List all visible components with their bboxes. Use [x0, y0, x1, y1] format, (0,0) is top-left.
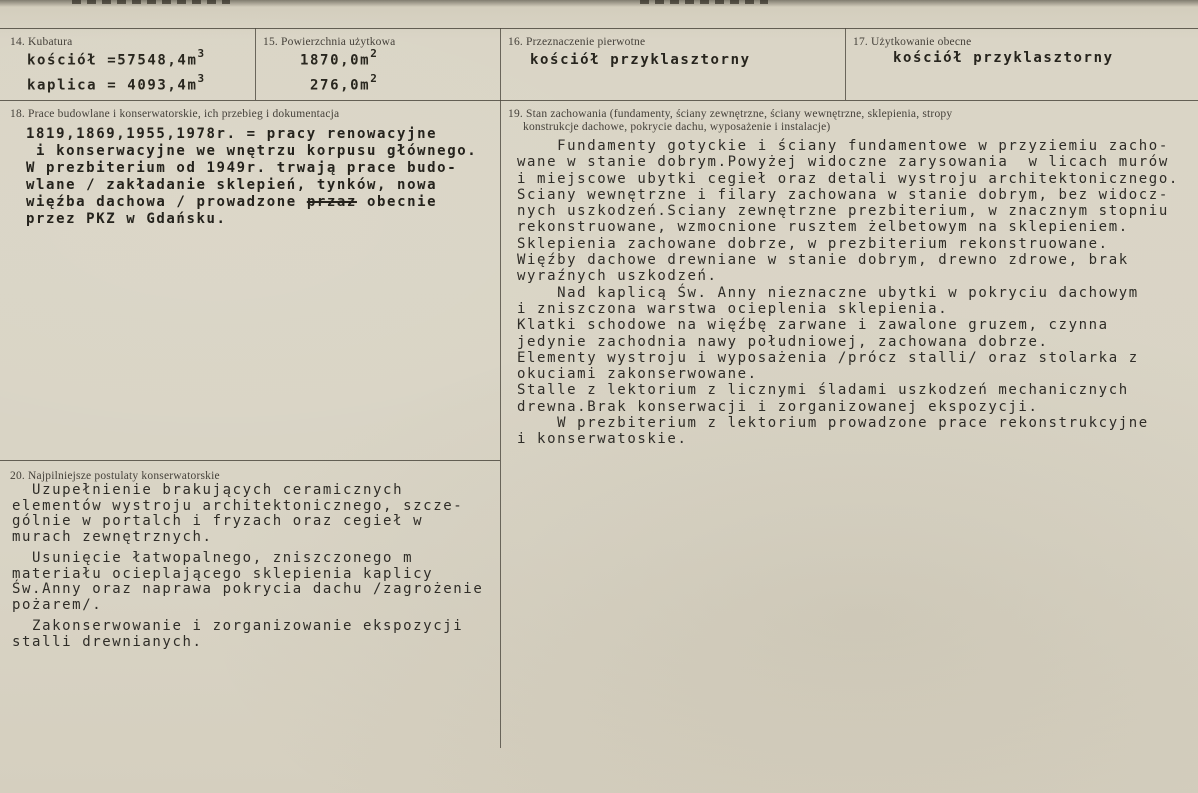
text-line: W prezbiterium od 1949r. trwają prace budo- — [26, 160, 458, 176]
field-19-body — [517, 138, 1179, 448]
divider-horizontal — [0, 460, 500, 461]
text-line: Usunięcie łatwopalnego, zniszczonego m — [12, 550, 414, 566]
scan-artifact — [640, 0, 768, 4]
typewritten-value — [300, 46, 377, 71]
field-14-kubatura — [27, 46, 204, 95]
text-line: i konserwatoskie. — [517, 431, 688, 448]
divider-vertical — [500, 100, 501, 748]
typewritten-value — [27, 46, 204, 71]
field-20-label: 20. Najpilniejsze postulaty konserwatorskie — [10, 470, 220, 482]
divider-horizontal — [0, 28, 1198, 29]
divider-vertical — [845, 28, 846, 100]
field-15-label: 15. Powierzchnia użytkowa — [263, 36, 396, 48]
field-14-label: 14. Kubatura — [10, 36, 73, 48]
text-line: i konserwacyjne we wnętrzu korpusu głównego. — [26, 143, 478, 159]
text-lines — [26, 126, 477, 194]
divider-vertical — [255, 28, 256, 100]
superscript: 2 — [370, 47, 377, 60]
field-17-value: kościół przyklasztorny — [893, 50, 1114, 66]
value-text: 276,0m — [300, 77, 371, 94]
text-line: Zakonserwowanie i zorganizowanie ekspozycji — [12, 618, 464, 634]
typewritten-value — [27, 71, 204, 96]
text-line: wlane / zakładanie sklepień, tynków, nowa — [26, 177, 438, 193]
text-line: drewna.Brak konserwacji i zorganizowanej ekspozycji. — [517, 398, 1039, 415]
paragraph — [12, 551, 483, 613]
text-line: nych uszkodzeń.Sciany zewnętrzne prezbiterium, w znacznym stopniu — [517, 203, 1169, 220]
text-line: Uzupełnienie brakujących ceramicznych — [12, 482, 404, 498]
field-16-value: kościół przyklasztorny — [530, 52, 751, 68]
text-line: jedynie zachodnia nawy południowej, zachowana dobrze. — [517, 333, 1049, 350]
text-line: pożarem/. — [12, 596, 103, 613]
text-line: stalli drewnianych. — [12, 633, 203, 650]
paragraph — [12, 619, 483, 650]
value-text: kaplica = 4093,4m — [27, 77, 198, 94]
text-line: wane w stanie dobrym.Powyżej widoczne zarysowania w licach murów — [517, 154, 1169, 171]
superscript: 3 — [197, 71, 205, 85]
field-18-label: 18. Prace budowlane i konserwatorskie, ich przebieg i dokumentacja — [10, 108, 340, 120]
text-segment: więźba dachowa / prowadzone — [26, 194, 307, 210]
text-line: Sklepienia zachowane dobrze, w prezbiterium rekonstruowane. — [517, 235, 1109, 252]
text-line: okuciami zakonserwowane. — [517, 366, 758, 383]
text-line: Klatki schodowe na więźbę zarwane i zawalone gruzem, czynna — [517, 317, 1109, 334]
text-line: i miejscowe ubytki cegieł oraz detali wystroju architektonicznego. — [517, 170, 1179, 187]
text-line: Sciany wewnętrzne i filary zachowana w stanie dobrym, bez widocz- — [517, 186, 1169, 203]
field-16-label: 16. Przeznaczenie pierwotne — [508, 36, 646, 48]
text-line: Fundamenty gotyckie i ściany fundamentowe w przyziemiu zacho- — [517, 138, 1169, 154]
field-19-label-line2: konstrukcje dachowe, pokrycie dachu, wyposażenie i instalacje) — [523, 121, 831, 133]
text-line: Więźby dachowe drewniane w stanie dobrym, drewno zdrowe, brak — [517, 252, 1129, 269]
text-line — [26, 194, 477, 211]
field-15-powierzchnia — [300, 46, 377, 95]
typewritten-value — [300, 71, 377, 96]
text-line: Stalle z lektorium z licznymi śladami uszkodzeń mechanicznych — [517, 382, 1129, 399]
text-line: Elementy wystroju i wyposażenia /prócz stalli/ oraz stolarka z — [517, 349, 1139, 366]
field-20-body — [12, 483, 483, 650]
scan-artifact — [72, 0, 230, 4]
text-line: rekonstruowane, wzmocnione rusztem żelbetowym na sklepieniem. — [517, 219, 1129, 236]
divider-horizontal — [0, 100, 1198, 101]
superscript: 2 — [370, 71, 377, 85]
field-17-label: 17. Użytkowanie obecne — [853, 36, 972, 48]
value-text: 1870,0m — [300, 52, 371, 69]
superscript: 3 — [197, 47, 205, 60]
text-line: W prezbiterium z lektorium prowadzone prace rekonstrukcyjne — [517, 415, 1149, 432]
text-line: materiału ocieplającego sklepienia kaplicy — [12, 565, 434, 582]
text-line: i zniszczona warstwa ocieplenia sklepienia. — [517, 300, 949, 317]
text-line: przez PKZ w Gdańsku. — [26, 211, 227, 227]
field-19-label-line1: 19. Stan zachowania (fundamenty, ściany zewnętrzne, ściany wewnętrzne, sklepienia, stropy — [508, 108, 953, 120]
field-18-body — [26, 126, 477, 228]
struck-word: przaz — [306, 194, 357, 210]
value-text: kościół =57548,4m — [27, 52, 198, 69]
paragraph — [12, 483, 483, 545]
text-line: Św.Anny oraz naprawa pokrycia dachu /zagrożenie — [12, 581, 484, 597]
text-line: elementów wystroju architektonicznego, szcze- — [12, 497, 464, 514]
text-line: 1819,1869,1955,1978r. = pracy renowacyjne — [26, 126, 438, 142]
text-segment: obecnie — [356, 194, 438, 210]
text-line: gólnie w portalch i fryzach oraz cegieł w — [12, 513, 424, 529]
text-line: Nad kaplicą Św. Anny nieznaczne ubytki w pokryciu dachowym — [517, 284, 1139, 301]
text-line: wyraźnych uszkodzeń. — [517, 268, 718, 285]
text-line: murach zewnętrznych. — [12, 528, 213, 545]
divider-vertical — [500, 28, 501, 100]
